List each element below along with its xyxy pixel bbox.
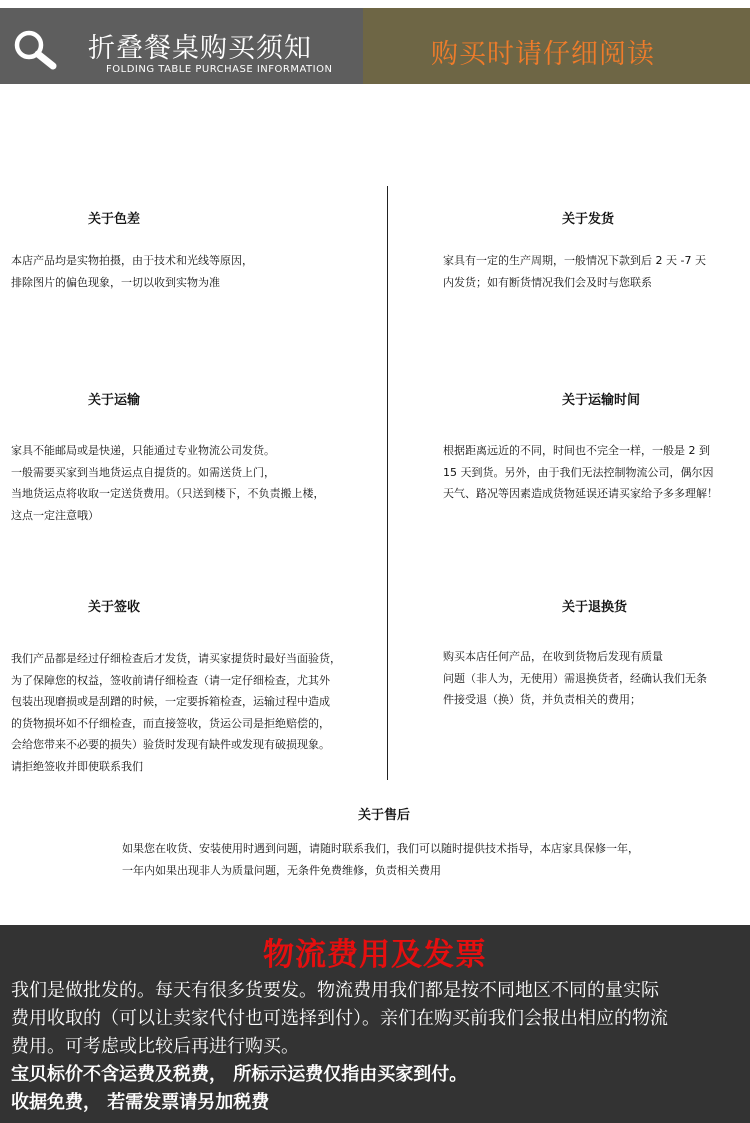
section-title-signing: 关于签收 xyxy=(88,600,141,615)
section-body-transport-time xyxy=(443,440,718,505)
text-line: 会给您带来不必要的损失）验货时发现有缺件或发现有破损现象。 xyxy=(11,738,330,751)
text-line: 请拒绝签收并即使联系我们 xyxy=(11,759,143,773)
text-line: 的货物损坏如不仔细检查，而直接签收，货运公司是拒绝赔偿的， xyxy=(11,716,330,730)
search-icon xyxy=(12,28,58,74)
text-line: 费用。可考虑或比较后再进行购买。 xyxy=(11,1036,299,1057)
section-title-color-diff: 关于色差 xyxy=(88,212,141,227)
logistics-invoice-panel xyxy=(0,925,750,1123)
section-body-shipping xyxy=(443,250,706,293)
header-subtitle: FOLDING TABLE PURCHASE INFORMATION xyxy=(106,64,333,75)
text-line: 包装出现磨损或是刮蹭的时候，一定要拆箱检查，运输过程中造成 xyxy=(11,695,330,708)
text-line: 购买本店任何产品，在收到货物后发现有质量 xyxy=(443,650,663,663)
section-body-transport xyxy=(11,440,325,526)
section-body-returns xyxy=(443,646,707,711)
text-line: 当地货运点将收取一定送货费用。（只送到楼下，不负责搬上楼， xyxy=(11,487,325,500)
logistics-invoice-body xyxy=(11,977,746,1117)
header-notice: 购买时请仔细阅读 xyxy=(431,39,655,70)
text-line: 内发货；如有断货情况我们会及时与您联系 xyxy=(443,275,652,289)
text-line: 如果您在收货、安装使用时遇到问题，请随时联系我们，我们可以随时提供技术指导，本店家具保修一年， xyxy=(122,842,639,855)
text-line: 排除图片的偏色现象，一切以收到实物为准 xyxy=(11,275,220,289)
header-right-panel xyxy=(363,8,750,84)
text-line: 为了保障您的权益，签收前请仔细检查（请一定仔细检查，尤其外 xyxy=(11,673,330,687)
text-line: 根据距离远近的不同，时间也不完全一样，一般是 2 到 xyxy=(443,444,710,457)
text-line: 我们是做批发的。每天有很多货要发。物流费用我们都是按不同地区不同的量实际 xyxy=(11,980,659,1001)
header-banner xyxy=(0,8,750,84)
logistics-invoice-title: 物流费用及发票 xyxy=(263,937,487,973)
header-title: 折叠餐桌购买须知 xyxy=(88,33,312,64)
text-line: 一般需要买家到当地货运点自提货的。如需送货上门， xyxy=(11,465,275,479)
section-title-transport: 关于运输 xyxy=(88,393,141,408)
text-line: 本店产品均是实物拍摄，由于技术和光线等原因， xyxy=(11,254,253,267)
section-title-returns: 关于退换货 xyxy=(562,600,628,615)
section-body-after-sales xyxy=(122,838,639,881)
text-line: 天气、路况等因素造成货物延误还请买家给予多多理解！ xyxy=(443,487,718,500)
text-line: 一年内如果出现非人为质量问题，无条件免费维修，负责相关费用 xyxy=(122,863,441,877)
header-left-panel xyxy=(0,8,363,84)
text-line: 家具不能邮局或是快递，只能通过专业物流公司发货。 xyxy=(11,444,275,457)
section-body-signing xyxy=(11,648,341,777)
text-line: 这点一定注意哦） xyxy=(11,508,99,522)
text-line-strong: 宝贝标价不含运费及税费， 所标示运费仅指由买家到付。 xyxy=(11,1064,468,1085)
text-line: 15 天到货。另外，由于我们无法控制物流公司，偶尔因 xyxy=(443,465,714,479)
section-body-color-diff xyxy=(11,250,253,293)
text-line-strong: 收据免费， 若需发票请另加税费 xyxy=(11,1092,270,1113)
text-line: 费用收取的（可以让卖家代付也可选择到付）。亲们在购买前我们会报出相应的物流 xyxy=(11,1008,668,1029)
text-line: 问题（非人为，无使用）需退换货者，经确认我们无条 xyxy=(443,671,707,685)
section-title-after-sales: 关于售后 xyxy=(358,808,411,823)
section-title-transport-time: 关于运输时间 xyxy=(562,393,641,408)
column-divider xyxy=(387,186,388,780)
section-title-shipping: 关于发货 xyxy=(562,212,615,227)
text-line: 我们产品都是经过仔细检查后才发货，请买家提货时最好当面验货， xyxy=(11,652,341,665)
text-line: 件接受退（换）货，并负责相关的费用； xyxy=(443,693,641,706)
text-line: 家具有一定的生产周期，一般情况下款到后 2 天 -7 天 xyxy=(443,254,706,267)
